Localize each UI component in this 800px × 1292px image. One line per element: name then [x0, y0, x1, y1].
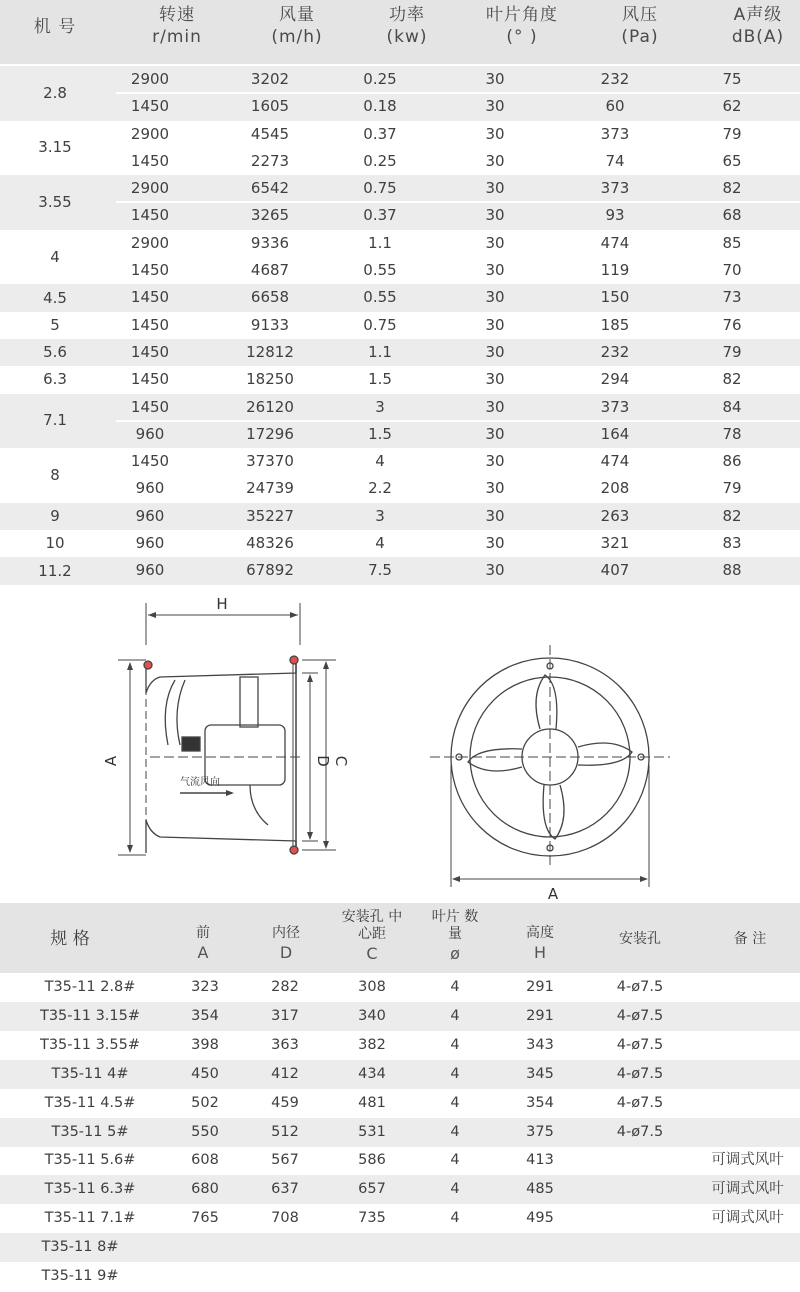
- dim-label-a-side: A: [102, 755, 120, 767]
- table-cell: 765: [191, 1210, 219, 1227]
- table-cell: 354: [191, 1007, 219, 1024]
- table-cell: 4-ø7.5: [616, 979, 664, 995]
- table-cell: 4687: [250, 261, 290, 280]
- table-cell: 4-ø7.5: [616, 1123, 664, 1140]
- table-cell: [695, 973, 800, 1002]
- table-cell: 375: [526, 1123, 554, 1140]
- table-cell: 4: [450, 1210, 460, 1227]
- table-cell: [695, 1060, 800, 1089]
- table-cell: 60: [605, 97, 625, 116]
- table-cell: T35-11 5#: [51, 1123, 129, 1140]
- table-cell: 398: [191, 1036, 219, 1053]
- table-cell: 48326: [246, 534, 294, 553]
- table-cell: 1450: [130, 97, 170, 116]
- table-cell: 637: [271, 1181, 299, 1198]
- table-cell: 可调式风叶: [711, 1210, 784, 1227]
- header-power: 功率 (kw): [386, 5, 428, 47]
- table-cell: 12812: [246, 343, 294, 361]
- table-cell: 30: [485, 397, 505, 416]
- table-cell: 76: [722, 315, 742, 334]
- dim-header-spec: 规 格: [50, 929, 90, 949]
- dim-header-h: 高度 H: [526, 925, 554, 962]
- table-cell: 82: [722, 179, 742, 198]
- table-cell: 62: [722, 97, 742, 116]
- model-number: 8: [50, 465, 60, 484]
- table-cell: 74: [605, 151, 625, 170]
- header-noise: A声级 dB(A): [731, 5, 785, 47]
- table-cell: 30: [485, 370, 505, 389]
- table-cell: 6658: [250, 288, 290, 307]
- table-cell: 1.5: [368, 424, 392, 443]
- table-cell: 1450: [130, 288, 170, 307]
- table-cell: 30: [485, 233, 505, 252]
- table-cell: 88: [722, 561, 742, 580]
- model-group: [0, 366, 800, 393]
- dim-header-blades: 叶片 数量 ø: [431, 909, 479, 963]
- table-cell: 6542: [250, 179, 290, 198]
- table-cell: 680: [191, 1181, 219, 1198]
- model-group: [0, 503, 800, 530]
- table-cell: 291: [526, 979, 554, 995]
- table-cell: 0.55: [363, 288, 397, 307]
- table-cell: 4-ø7.5: [616, 1094, 664, 1111]
- table-cell: 608: [191, 1152, 219, 1169]
- front-view-drawing: [430, 645, 670, 887]
- table-cell: T35-11 9#: [41, 1268, 119, 1284]
- model-group: [0, 66, 800, 121]
- table-cell: [335, 1233, 409, 1262]
- table-cell: 68: [722, 206, 742, 225]
- table-cell: 75: [722, 70, 742, 88]
- table-cell: 30: [485, 97, 505, 116]
- table-cell: 67892: [246, 561, 294, 580]
- table-cell: 4: [375, 534, 385, 553]
- table-cell: T35-11 4#: [51, 1065, 129, 1082]
- table-cell: [695, 1262, 800, 1291]
- table-cell: 30: [485, 206, 505, 225]
- table-cell: 1450: [130, 315, 170, 334]
- model-number: 7.1: [43, 411, 67, 430]
- table-cell: T35-11 3.15#: [39, 1007, 141, 1024]
- table-cell: 30: [485, 343, 505, 361]
- table-cell: T35-11 8#: [41, 1239, 119, 1256]
- table-cell: [590, 1233, 690, 1262]
- table-cell: 321: [600, 534, 630, 553]
- table-cell: 373: [600, 179, 630, 198]
- dim-label-h: H: [216, 595, 228, 613]
- table-cell: 9133: [250, 315, 290, 334]
- side-view-drawing: [118, 603, 336, 855]
- table-cell: 550: [191, 1123, 219, 1140]
- table-cell: 4: [450, 1181, 460, 1198]
- model-number: 5.6: [43, 343, 67, 362]
- table-cell: [590, 1262, 690, 1291]
- table-row: [0, 1146, 800, 1175]
- table-cell: 82: [722, 370, 742, 389]
- table-cell: 4545: [250, 124, 290, 143]
- dim-label-a-front: A: [547, 885, 559, 903]
- table-cell: 1450: [130, 261, 170, 280]
- table-cell: 282: [271, 979, 299, 995]
- table-cell: 2900: [130, 70, 170, 88]
- model-group: [0, 121, 800, 176]
- table-cell: 4-ø7.5: [616, 1007, 664, 1024]
- table-cell: 26120: [246, 397, 294, 416]
- table-cell: 79: [722, 343, 742, 361]
- table-cell: 37370: [246, 452, 294, 471]
- table-cell: 960: [135, 561, 165, 580]
- table-row: [0, 1262, 800, 1291]
- table-cell: 407: [600, 561, 630, 580]
- table-row: [0, 1002, 800, 1031]
- table-cell: 7.5: [368, 561, 392, 580]
- table-cell: 413: [526, 1152, 554, 1169]
- table-cell: 164: [600, 424, 630, 443]
- table-cell: 4: [450, 979, 460, 995]
- airflow-direction-label: 气流风向: [180, 777, 220, 788]
- table-cell: 9336: [250, 233, 290, 252]
- table-cell: 586: [358, 1152, 386, 1169]
- table-cell: 30: [485, 288, 505, 307]
- table-cell: 4-ø7.5: [616, 1036, 664, 1053]
- table-cell: 0.37: [363, 206, 397, 225]
- table-cell: 434: [358, 1065, 386, 1082]
- table-cell: 可调式风叶: [711, 1152, 784, 1169]
- table-row: [0, 1118, 800, 1147]
- table-cell: 343: [526, 1036, 554, 1053]
- table-cell: 65: [722, 151, 742, 170]
- model-group: [0, 175, 800, 230]
- table-cell: 4: [450, 1036, 460, 1053]
- table-row: [0, 1060, 800, 1089]
- table-cell: [505, 1233, 575, 1262]
- table-cell: [695, 1233, 800, 1262]
- table-cell: T35-11 6.3#: [44, 1181, 136, 1198]
- table-cell: 1450: [130, 452, 170, 471]
- dim-header-remarks: 备 注: [733, 931, 767, 947]
- table-cell: 1.1: [368, 233, 392, 252]
- table-cell: 30: [485, 534, 505, 553]
- table-row: [0, 1204, 800, 1233]
- table-cell: 30: [485, 70, 505, 88]
- model-group: [0, 339, 800, 366]
- dim-header-d: 内径 D: [272, 925, 300, 962]
- table-cell: 可调式风叶: [711, 1181, 784, 1198]
- table-cell: [170, 1233, 240, 1262]
- table-row: [0, 1031, 800, 1060]
- table-cell: 79: [722, 479, 742, 498]
- table-row: [0, 1233, 800, 1262]
- performance-table-header: [0, 0, 800, 64]
- dimension-table-header: [0, 903, 800, 973]
- table-cell: 30: [485, 561, 505, 580]
- table-cell: 308: [358, 979, 386, 995]
- model-group: [0, 448, 800, 503]
- table-cell: 323: [191, 979, 219, 995]
- table-cell: 294: [600, 370, 630, 389]
- table-cell: 4: [450, 1152, 460, 1169]
- model-number: 10: [45, 534, 65, 553]
- table-cell: 4: [450, 1007, 460, 1024]
- table-cell: 373: [600, 124, 630, 143]
- table-cell: 363: [271, 1036, 299, 1053]
- table-cell: 70: [722, 261, 742, 280]
- table-cell: 4: [450, 1123, 460, 1140]
- table-cell: 83: [722, 534, 742, 553]
- fan-dimension-drawing: [0, 585, 800, 903]
- model-group: [0, 284, 800, 311]
- table-cell: 93: [605, 206, 625, 225]
- table-cell: 512: [271, 1123, 299, 1140]
- model-number: 3.15: [38, 138, 72, 157]
- table-cell: 708: [271, 1210, 299, 1227]
- table-cell: 474: [600, 452, 630, 471]
- table-cell: 0.37: [363, 124, 397, 143]
- table-cell: 1450: [130, 151, 170, 170]
- table-cell: 30: [485, 151, 505, 170]
- table-cell: 960: [135, 506, 165, 525]
- table-cell: 317: [271, 1007, 299, 1024]
- model-group: [0, 394, 800, 449]
- table-cell: 531: [358, 1123, 386, 1140]
- table-cell: 86: [722, 452, 742, 471]
- table-cell: [695, 1031, 800, 1060]
- table-cell: 0.25: [363, 151, 397, 170]
- table-cell: 85: [722, 233, 742, 252]
- table-cell: 354: [526, 1094, 554, 1111]
- table-cell: [590, 1175, 690, 1204]
- table-cell: [335, 1262, 409, 1291]
- table-cell: 3: [375, 397, 385, 416]
- table-cell: 30: [485, 452, 505, 471]
- model-number: 6.3: [43, 370, 67, 389]
- table-cell: 4: [450, 1094, 460, 1111]
- table-cell: 481: [358, 1094, 386, 1111]
- table-cell: 1450: [130, 397, 170, 416]
- model-number: 4.5: [43, 288, 67, 307]
- table-cell: T35-11 2.8#: [44, 979, 136, 995]
- table-cell: 24739: [246, 479, 294, 498]
- table-cell: 2900: [130, 179, 170, 198]
- model-group: [0, 312, 800, 339]
- table-cell: 485: [526, 1181, 554, 1198]
- table-cell: 2273: [250, 151, 290, 170]
- table-cell: 3: [375, 506, 385, 525]
- table-cell: 30: [485, 424, 505, 443]
- table-cell: T35-11 5.6#: [44, 1152, 136, 1169]
- table-cell: [590, 1146, 690, 1175]
- table-cell: 78: [722, 424, 742, 443]
- table-cell: 4-ø7.5: [616, 1065, 664, 1082]
- table-cell: 474: [600, 233, 630, 252]
- header-airflow: 风量 (m/h): [271, 5, 323, 47]
- table-cell: 119: [600, 261, 630, 280]
- table-cell: T35-11 4.5#: [44, 1094, 136, 1111]
- table-cell: 340: [358, 1007, 386, 1024]
- table-cell: 2.2: [368, 479, 392, 498]
- table-cell: 84: [722, 397, 742, 416]
- table-row: [0, 1089, 800, 1118]
- table-cell: 35227: [246, 506, 294, 525]
- dim-header-c: 安装孔 中心距 C: [341, 909, 403, 963]
- table-cell: 1605: [250, 97, 290, 116]
- table-cell: 3202: [250, 70, 290, 88]
- model-group: [0, 530, 800, 557]
- table-cell: 4: [450, 1065, 460, 1082]
- model-number: 5: [50, 315, 60, 334]
- table-cell: 18250: [246, 370, 294, 389]
- table-cell: 1450: [130, 206, 170, 225]
- model-group: [0, 557, 800, 584]
- header-model: 机 号: [33, 17, 77, 37]
- table-cell: 232: [600, 343, 630, 361]
- table-cell: 1450: [130, 343, 170, 361]
- header-blade-angle: 叶片角度 (° ): [486, 5, 558, 47]
- table-cell: 373: [600, 397, 630, 416]
- table-cell: 502: [191, 1094, 219, 1111]
- table-cell: 0.25: [363, 70, 397, 88]
- table-cell: 17296: [246, 424, 294, 443]
- table-cell: 960: [135, 534, 165, 553]
- dim-header-a: 前 A: [196, 925, 210, 962]
- table-cell: 30: [485, 315, 505, 334]
- table-cell: 185: [600, 315, 630, 334]
- table-cell: 291: [526, 1007, 554, 1024]
- dim-header-holes: 安装孔: [619, 931, 661, 947]
- table-cell: [590, 1204, 690, 1233]
- table-row: [0, 1175, 800, 1204]
- model-number: 3.55: [38, 192, 72, 211]
- dim-label-c: C: [332, 755, 350, 767]
- header-speed: 转速 r/min: [152, 5, 202, 47]
- table-cell: 73: [722, 288, 742, 307]
- table-cell: 2900: [130, 233, 170, 252]
- table-cell: 3265: [250, 206, 290, 225]
- table-cell: 382: [358, 1036, 386, 1053]
- table-cell: 735: [358, 1210, 386, 1227]
- header-pressure: 风压 (Pa): [621, 5, 659, 47]
- table-cell: 82: [722, 506, 742, 525]
- table-cell: [695, 1002, 800, 1031]
- table-cell: 459: [271, 1094, 299, 1111]
- table-cell: [505, 1262, 575, 1291]
- table-cell: 0.75: [363, 179, 397, 198]
- table-cell: 30: [485, 479, 505, 498]
- table-cell: 30: [485, 261, 505, 280]
- table-cell: 4: [375, 452, 385, 471]
- table-cell: [695, 1118, 800, 1147]
- table-cell: 1.1: [368, 343, 392, 361]
- table-cell: 567: [271, 1152, 299, 1169]
- table-cell: 657: [358, 1181, 386, 1198]
- table-row: [0, 973, 800, 1002]
- table-cell: 263: [600, 506, 630, 525]
- table-cell: 30: [485, 179, 505, 198]
- table-cell: T35-11 7.1#: [44, 1210, 136, 1227]
- table-cell: 960: [135, 479, 165, 498]
- table-cell: 208: [600, 479, 630, 498]
- table-cell: 960: [135, 424, 165, 443]
- model-number: 11.2: [38, 561, 72, 580]
- table-cell: 2900: [130, 124, 170, 143]
- model-number: 9: [50, 506, 60, 525]
- table-cell: 0.75: [363, 315, 397, 334]
- model-number: 4: [50, 247, 60, 266]
- table-cell: [250, 1233, 320, 1262]
- dim-label-d: D: [314, 755, 332, 767]
- table-cell: 232: [600, 70, 630, 88]
- table-cell: [420, 1233, 490, 1262]
- table-cell: 495: [526, 1210, 554, 1227]
- table-cell: 345: [526, 1065, 554, 1082]
- table-cell: [695, 1089, 800, 1118]
- table-cell: 450: [191, 1065, 219, 1082]
- table-cell: T35-11 3.55#: [39, 1036, 141, 1053]
- table-cell: 412: [271, 1065, 299, 1082]
- table-cell: 30: [485, 506, 505, 525]
- model-group: [0, 230, 800, 285]
- table-cell: 0.18: [363, 97, 397, 116]
- table-cell: [420, 1262, 490, 1291]
- table-cell: 79: [722, 124, 742, 143]
- table-cell: 0.55: [363, 261, 397, 280]
- table-cell: 1450: [130, 370, 170, 389]
- table-cell: 150: [600, 288, 630, 307]
- table-cell: 30: [485, 124, 505, 143]
- table-cell: [170, 1262, 240, 1291]
- model-number: 2.8: [43, 83, 67, 102]
- table-cell: [250, 1262, 320, 1291]
- table-cell: 1.5: [368, 370, 392, 389]
